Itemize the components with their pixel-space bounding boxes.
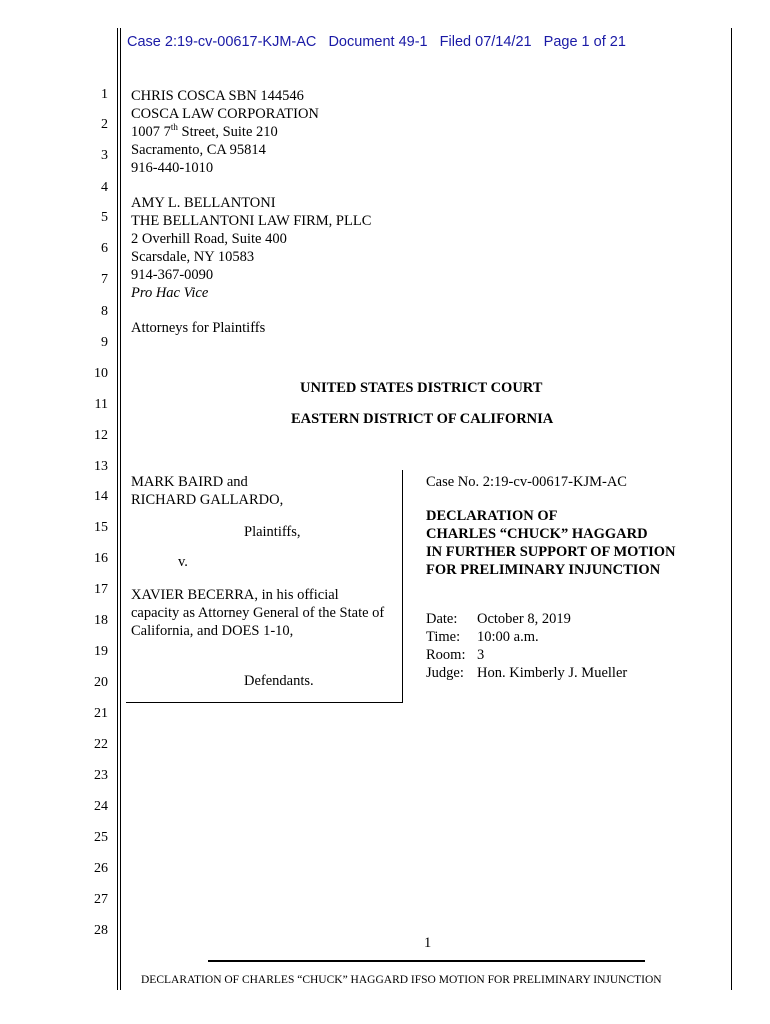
line-number: 7 (101, 272, 108, 287)
attorney1-phone: 916-440-1010 (131, 160, 214, 176)
defendants-label: Defendants. (244, 673, 314, 689)
hearing-time: Time: 10:00 a.m. (426, 629, 539, 645)
case-number: Case No. 2:19-cv-00617-KJM-AC (426, 474, 627, 490)
line-number: 3 (101, 148, 108, 163)
line-number: 1 (101, 87, 108, 102)
line-number: 5 (101, 210, 108, 225)
attorney1-name: CHRIS COSCA SBN 144546 (131, 88, 304, 104)
line-number: 28 (94, 923, 108, 938)
footer-document-title: DECLARATION OF CHARLES “CHUCK” HAGGARD IFSO MOTION FOR PRELIMINARY INJUNCTION (141, 974, 662, 986)
line-number: 8 (101, 304, 108, 319)
line-number: 2 (101, 117, 108, 132)
doc-title-line2: CHARLES “CHUCK” HAGGARD (426, 526, 648, 542)
line-number: 23 (94, 768, 108, 783)
line-number: 26 (94, 861, 108, 876)
line-number: 22 (94, 737, 108, 752)
line-number: 19 (94, 644, 108, 659)
line-number: 17 (94, 582, 108, 597)
versus: v. (178, 554, 188, 570)
court-name: UNITED STATES DISTRICT COURT (300, 380, 543, 396)
plaintiff-names-line1: MARK BAIRD and (131, 474, 248, 490)
line-number: 20 (94, 675, 108, 690)
footer-rule (208, 960, 645, 962)
line-number: 21 (94, 706, 108, 721)
line-number: 4 (101, 180, 108, 195)
pro-hac-vice-note: Pro Hac Vice (131, 285, 209, 301)
attorney2-name: AMY L. BELLANTONI (131, 195, 276, 211)
line-number: 27 (94, 892, 108, 907)
line-number: 25 (94, 830, 108, 845)
caption-box-bottom-rule (126, 702, 403, 703)
attorney1-street: 1007 7th Street, Suite 210 (131, 122, 278, 140)
doc-title-line4: FOR PRELIMINARY INJUNCTION (426, 562, 661, 578)
attorneys-for: Attorneys for Plaintiffs (131, 320, 266, 336)
attorney2-city: Scarsdale, NY 10583 (131, 249, 255, 265)
line-number: 16 (94, 551, 108, 566)
defendant-line3: California, and DOES 1-10, (131, 623, 294, 639)
attorney2-phone: 914-367-0090 (131, 267, 214, 283)
doc-title-line3: IN FURTHER SUPPORT OF MOTION (426, 544, 676, 560)
line-number: 15 (94, 520, 108, 535)
line-number: 18 (94, 613, 108, 628)
plaintiff-names-line2: RICHARD GALLARDO, (131, 492, 284, 508)
line-number: 13 (94, 459, 108, 474)
page-number: 1 (424, 935, 432, 951)
attorney1-city: Sacramento, CA 95814 (131, 142, 266, 158)
line-number: 6 (101, 241, 108, 256)
left-margin-rule (117, 28, 118, 990)
line-number: 12 (94, 428, 108, 443)
hearing-judge: Judge: Hon. Kimberly J. Mueller (426, 665, 628, 681)
line-number: 9 (101, 335, 108, 350)
line-number: 14 (94, 489, 108, 504)
plaintiffs-label: Plaintiffs, (244, 524, 301, 540)
attorney1-firm: COSCA LAW CORPORATION (131, 106, 319, 122)
hearing-room: Room: 3 (426, 647, 485, 663)
attorney2-firm: THE BELLANTONI LAW FIRM, PLLC (131, 213, 372, 229)
line-number: 10 (94, 366, 108, 381)
line-number: 24 (94, 799, 108, 814)
line-number: 11 (94, 397, 108, 412)
defendant-line1: XAVIER BECERRA, in his official (131, 587, 339, 603)
court-district: EASTERN DISTRICT OF CALIFORNIA (291, 411, 554, 427)
defendant-line2: capacity as Attorney General of the State of (131, 605, 385, 621)
left-margin-rule-inner (120, 28, 121, 990)
right-margin-rule (731, 28, 732, 990)
hearing-date: Date: October 8, 2019 (426, 611, 571, 627)
ecf-filing-header: Case 2:19-cv-00617-KJM-AC Document 49-1 Filed 07/14/21 Page 1 of 21 (127, 34, 626, 50)
doc-title-line1: DECLARATION OF (426, 508, 558, 524)
attorney2-street: 2 Overhill Road, Suite 400 (131, 231, 287, 247)
caption-box-right-rule (402, 470, 403, 703)
